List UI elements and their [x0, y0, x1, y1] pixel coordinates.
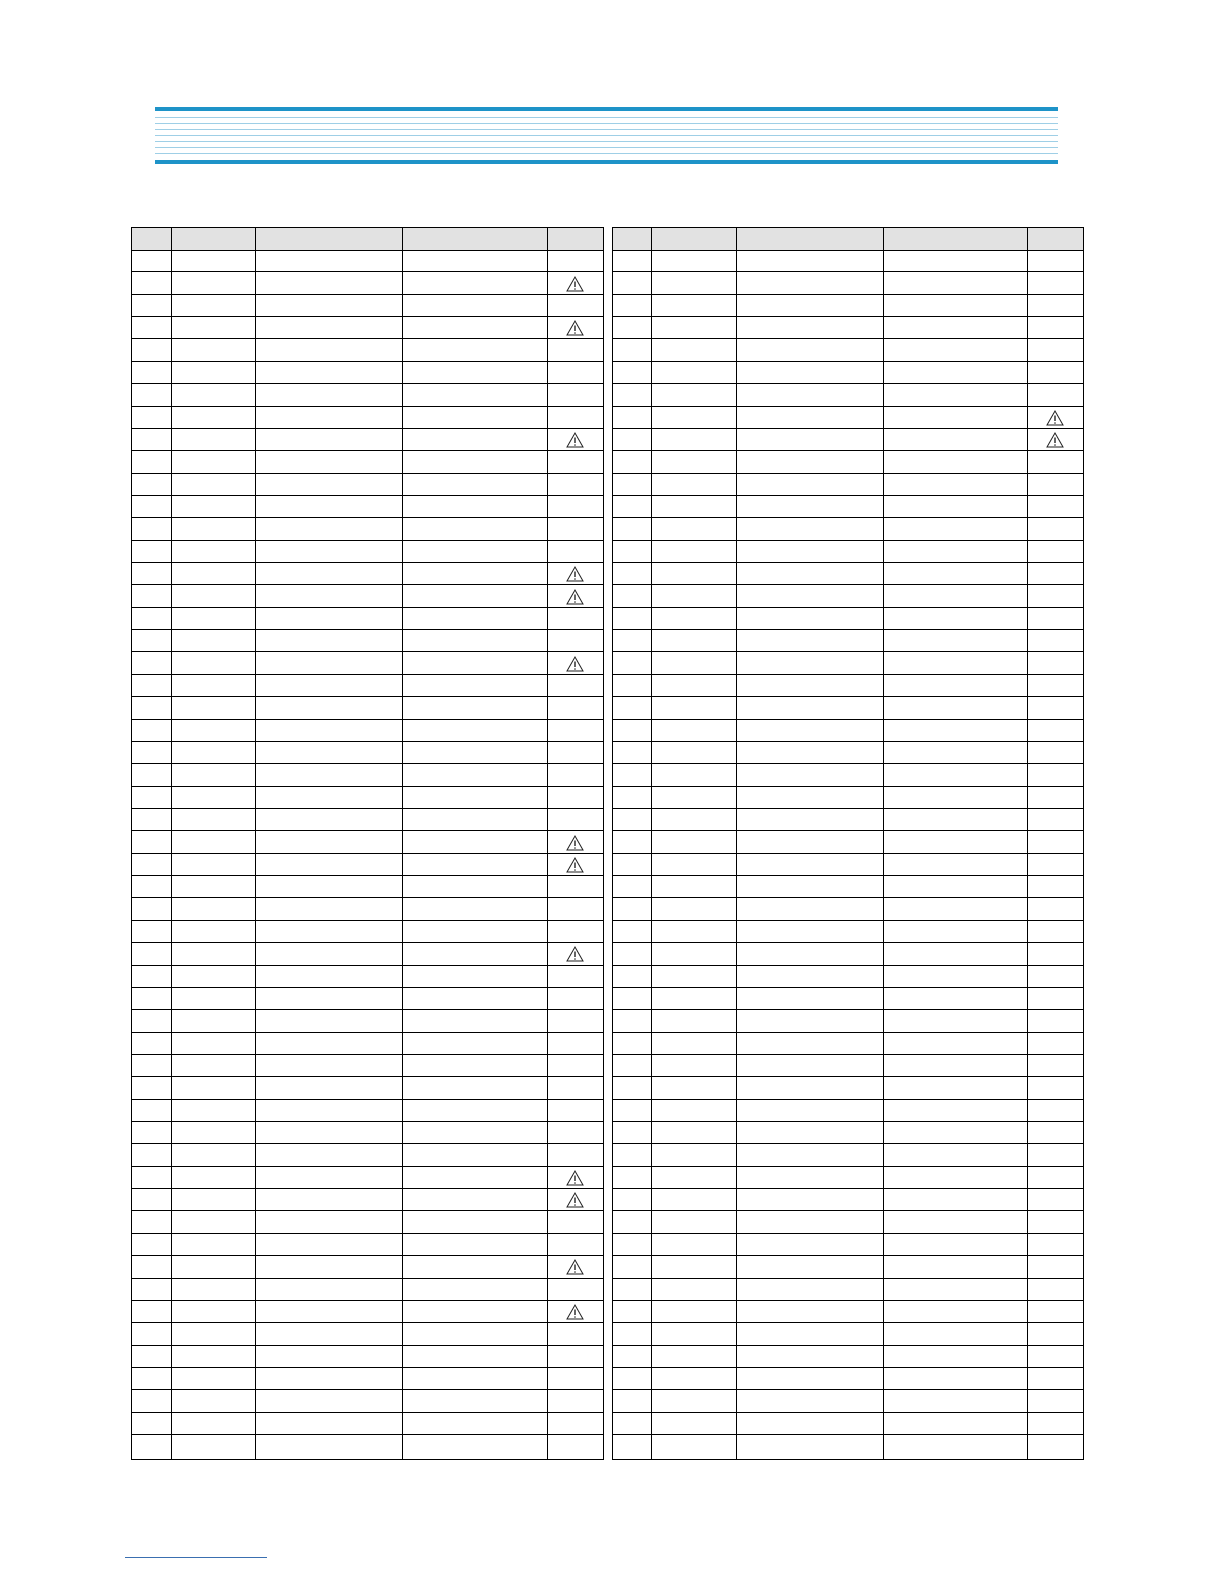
- table-row: [132, 787, 603, 809]
- table-row: [613, 496, 1083, 518]
- table-row: [132, 317, 603, 339]
- table-row: [613, 630, 1083, 652]
- table-row: [132, 742, 603, 764]
- table-row: [132, 272, 603, 294]
- table-row: [132, 1323, 603, 1345]
- banner-top-rule: [155, 107, 1058, 111]
- table-row: [613, 921, 1083, 943]
- table-row: [613, 697, 1083, 719]
- table-row: [132, 943, 603, 965]
- table-row: [613, 1189, 1083, 1211]
- table-row: [132, 429, 603, 451]
- parts-table-left: [131, 227, 604, 1460]
- table-row: [613, 854, 1083, 876]
- banner-bottom-rule: [155, 160, 1058, 164]
- warning-triangle-icon: [566, 656, 584, 672]
- warning-triangle-icon: [566, 835, 584, 851]
- table-row: [613, 563, 1083, 585]
- parts-table-right: [612, 227, 1084, 1460]
- table-row: [132, 1301, 603, 1323]
- warning-triangle-icon: [566, 857, 584, 873]
- table-row: [132, 1368, 603, 1390]
- warning-triangle-icon: [566, 1259, 584, 1275]
- table-row: [613, 1413, 1083, 1435]
- table-row: [613, 1010, 1083, 1032]
- table-row: [613, 764, 1083, 786]
- table-row: [132, 541, 603, 563]
- table-row: [613, 250, 1083, 272]
- table-row: [132, 1167, 603, 1189]
- table-row: [613, 652, 1083, 674]
- table-row: [132, 339, 603, 361]
- table-row: [132, 630, 603, 652]
- table-row: [132, 1211, 603, 1233]
- table-row: [613, 295, 1083, 317]
- table-row: [613, 1077, 1083, 1099]
- table-row: [132, 1033, 603, 1055]
- table-row: [132, 966, 603, 988]
- table-row: [613, 876, 1083, 898]
- banner-stripe: [155, 153, 1058, 154]
- table-row: [613, 742, 1083, 764]
- table-row: [132, 250, 603, 272]
- warning-triangle-icon: [566, 946, 584, 962]
- table-row: [132, 407, 603, 429]
- table-row: [132, 675, 603, 697]
- table-row: [613, 1122, 1083, 1144]
- table-row: [132, 1189, 603, 1211]
- table-row: [613, 988, 1083, 1010]
- table-row: [132, 1010, 603, 1032]
- table-row: [132, 1346, 603, 1368]
- table-row: [613, 1144, 1083, 1166]
- table-row: [613, 585, 1083, 607]
- table-row: [132, 362, 603, 384]
- table-row: [613, 809, 1083, 831]
- warning-triangle-icon: [566, 1192, 584, 1208]
- banner-stripe: [155, 123, 1058, 124]
- table-row: [132, 496, 603, 518]
- table-row: [613, 831, 1083, 853]
- table-row: [613, 451, 1083, 473]
- table-row: [132, 720, 603, 742]
- table-header: [613, 228, 1083, 251]
- table-row: [132, 1055, 603, 1077]
- table-row: [132, 652, 603, 674]
- warning-triangle-icon: [566, 1170, 584, 1186]
- table-header: [132, 228, 603, 251]
- table-row: [613, 1368, 1083, 1390]
- warning-triangle-icon: [566, 589, 584, 605]
- table-row: [613, 384, 1083, 406]
- banner-stripe: [155, 141, 1058, 142]
- table-row: [613, 518, 1083, 540]
- table-row: [613, 1346, 1083, 1368]
- banner-stripe: [155, 129, 1058, 130]
- table-row: [613, 1167, 1083, 1189]
- table-row: [613, 1211, 1083, 1233]
- table-row: [613, 966, 1083, 988]
- table-row: [132, 876, 603, 898]
- table-row: [132, 608, 603, 630]
- warning-triangle-icon: [566, 566, 584, 582]
- table-row: [613, 1301, 1083, 1323]
- table-row: [132, 1413, 603, 1435]
- table-row: [132, 831, 603, 853]
- banner-stripe: [155, 117, 1058, 118]
- table-row: [132, 563, 603, 585]
- warning-triangle-icon: [566, 320, 584, 336]
- table-row: [613, 1100, 1083, 1122]
- table-row: [613, 541, 1083, 563]
- table-row: [613, 407, 1083, 429]
- table-row: [613, 1390, 1083, 1412]
- table-row: [613, 362, 1083, 384]
- warning-triangle-icon: [1046, 432, 1064, 448]
- section-banner: [155, 107, 1058, 165]
- table-row: [132, 295, 603, 317]
- table-row: [132, 1390, 603, 1412]
- table-row: [613, 339, 1083, 361]
- table-row: [613, 272, 1083, 294]
- table-row: [613, 943, 1083, 965]
- table-row: [132, 697, 603, 719]
- table-row: [132, 809, 603, 831]
- table-row: [613, 608, 1083, 630]
- table-row: [613, 474, 1083, 496]
- table-row: [132, 764, 603, 786]
- table-row: [132, 1144, 603, 1166]
- table-row: [132, 1279, 603, 1301]
- table-row: [132, 451, 603, 473]
- table-row: [132, 921, 603, 943]
- warning-triangle-icon: [566, 432, 584, 448]
- table-row: [132, 1256, 603, 1278]
- table-row: [132, 1122, 603, 1144]
- table-row: [613, 898, 1083, 920]
- table-row: [132, 1234, 603, 1256]
- table-row: [132, 854, 603, 876]
- banner-stripe: [155, 135, 1058, 136]
- table-row: [613, 429, 1083, 451]
- table-row: [613, 1323, 1083, 1345]
- table-row: [132, 474, 603, 496]
- table-row: [132, 898, 603, 920]
- table-row: [613, 720, 1083, 742]
- banner-stripe: [155, 147, 1058, 148]
- table-row: [613, 787, 1083, 809]
- table-row: [613, 1234, 1083, 1256]
- table-row: [132, 1077, 603, 1099]
- table-row: [613, 1055, 1083, 1077]
- warning-triangle-icon: [566, 276, 584, 292]
- table-row: [132, 384, 603, 406]
- table-row: [613, 1033, 1083, 1055]
- table-row: [132, 518, 603, 540]
- table-row: [132, 1100, 603, 1122]
- footer-rule: [125, 1557, 267, 1558]
- warning-triangle-icon: [1046, 410, 1064, 426]
- table-row: [613, 675, 1083, 697]
- warning-triangle-icon: [566, 1304, 584, 1320]
- table-row: [613, 1279, 1083, 1301]
- table-row: [613, 317, 1083, 339]
- table-row: [613, 1256, 1083, 1278]
- table-row: [132, 988, 603, 1010]
- table-row: [132, 585, 603, 607]
